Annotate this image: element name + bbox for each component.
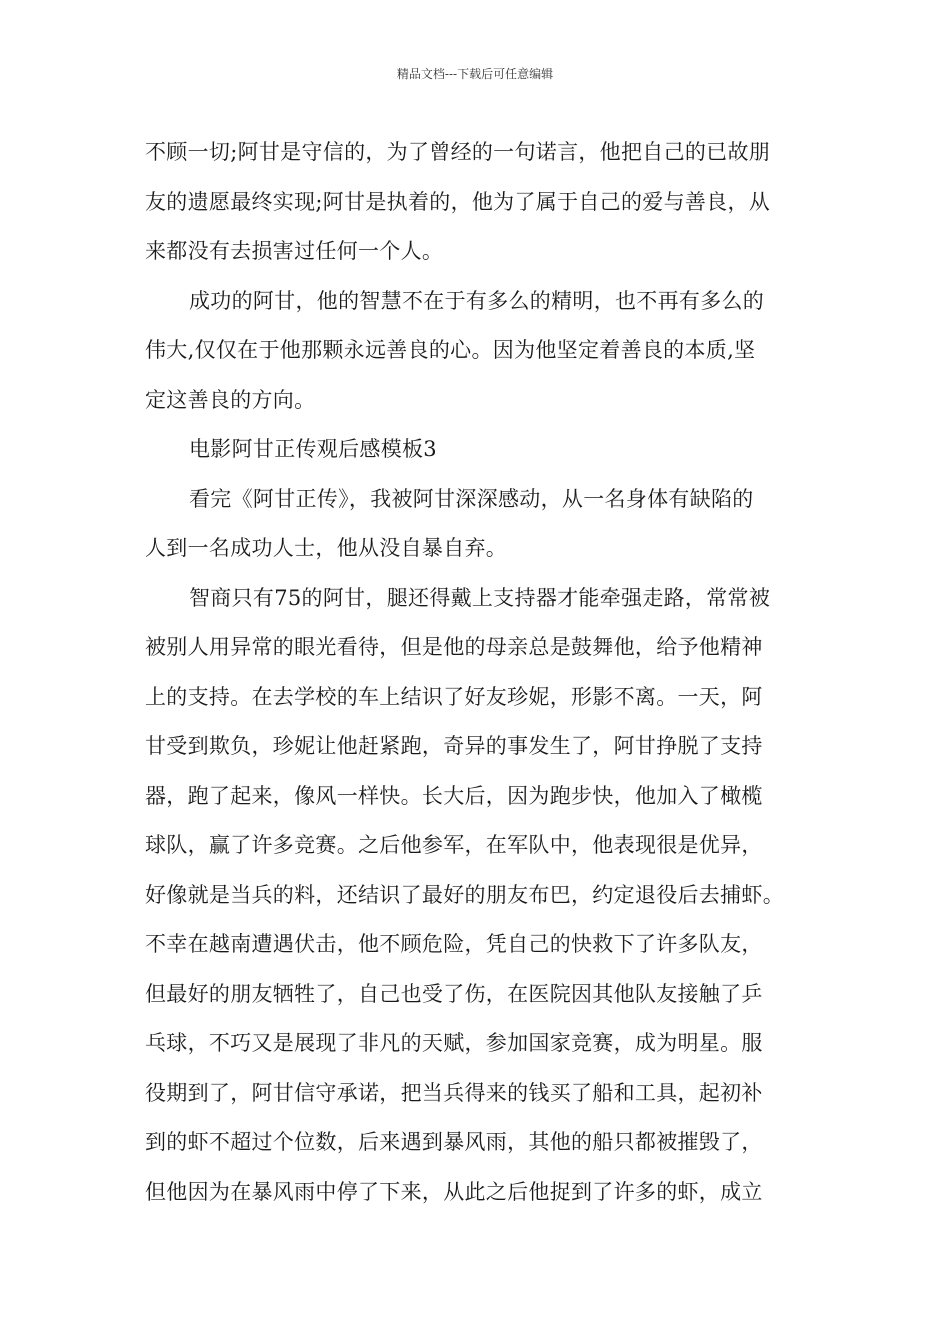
text-line: 定这善良的方向。 <box>145 387 316 412</box>
text-line: 看完《阿甘正传》，我被阿甘深深感动，从一名身体有缺陷的 <box>189 486 754 511</box>
page-header: 精品文档---下载后可任意编辑 <box>396 67 554 81</box>
text-line: 智商只有75的阿甘，腿还得戴上支持器才能牵强走路，常常被 <box>189 585 771 610</box>
text-line: 甘受到欺负，珍妮让他赶紧跑，奇异的事发生了，阿甘挣脱了支持 <box>145 734 763 758</box>
text-line: 球队，赢了许多竞赛。之后他参军，在军队中，他表现很是优异， <box>145 833 763 857</box>
text-line: 来都没有去损害过任何一个人。 <box>145 239 444 263</box>
text-line: 电影阿甘正传观后感模板3 <box>189 437 437 461</box>
text-line: 不幸在越南遭遇伏击，他不顾危险，凭自己的快救下了许多队友， <box>145 932 763 956</box>
text-line: 但最好的朋友牺牲了，自己也受了伤，在医院因其他队友接触了乒 <box>145 981 763 1006</box>
text-line: 但他因为在暴风雨中停了下来，从此之后他捉到了许多的虾，成立 <box>145 1179 763 1204</box>
text-line: 被别人用异常的眼光看待，但是他的母亲总是鼓舞他，给予他精神 <box>145 635 763 659</box>
text-line: 人到一名成功人士，他从没自暴自弃。 <box>145 536 508 560</box>
text-line: 友的遗愿最终实现;阿甘是执着的，他为了属于自己的爱与善良，从 <box>145 189 771 214</box>
paragraph <box>145 128 825 277</box>
document-body <box>145 128 825 1217</box>
paragraph <box>145 574 825 1218</box>
paragraph <box>145 277 825 426</box>
text-line: 不顾一切;阿甘是守信的，为了曾经的一句诺言，他把自己的已故朋 <box>145 140 771 164</box>
text-line: 伟大,仅仅在于他那颗永远善良的心。因为他坚定着善良的本质,坚 <box>145 338 756 362</box>
text-line: 到的虾不超过个位数，后来遇到暴风雨，其他的船只都被摧毁了， <box>145 1130 763 1154</box>
text-line: 器，跑了起来，像风一样快。长大后，因为跑步快，他加入了橄榄 <box>145 783 763 808</box>
text-line: 乓球，不巧又是展现了非凡的天赋，参加国家竞赛，成为明星。服 <box>145 1031 763 1055</box>
section-title <box>145 425 825 475</box>
text-line: 上的支持。在去学校的车上结识了好友珍妮，形影不离。一天，阿 <box>145 684 763 709</box>
paragraph <box>145 475 825 574</box>
text-line: 好像就是当兵的料，还结识了最好的朋友布巴，约定退役后去捕虾。 <box>145 882 784 907</box>
text-line: 成功的阿甘，他的智慧不在于有多么的精明，也不再有多么的 <box>189 288 765 313</box>
text-line: 役期到了，阿甘信守承诺，把当兵得来的钱买了船和工具，起初补 <box>145 1080 763 1105</box>
